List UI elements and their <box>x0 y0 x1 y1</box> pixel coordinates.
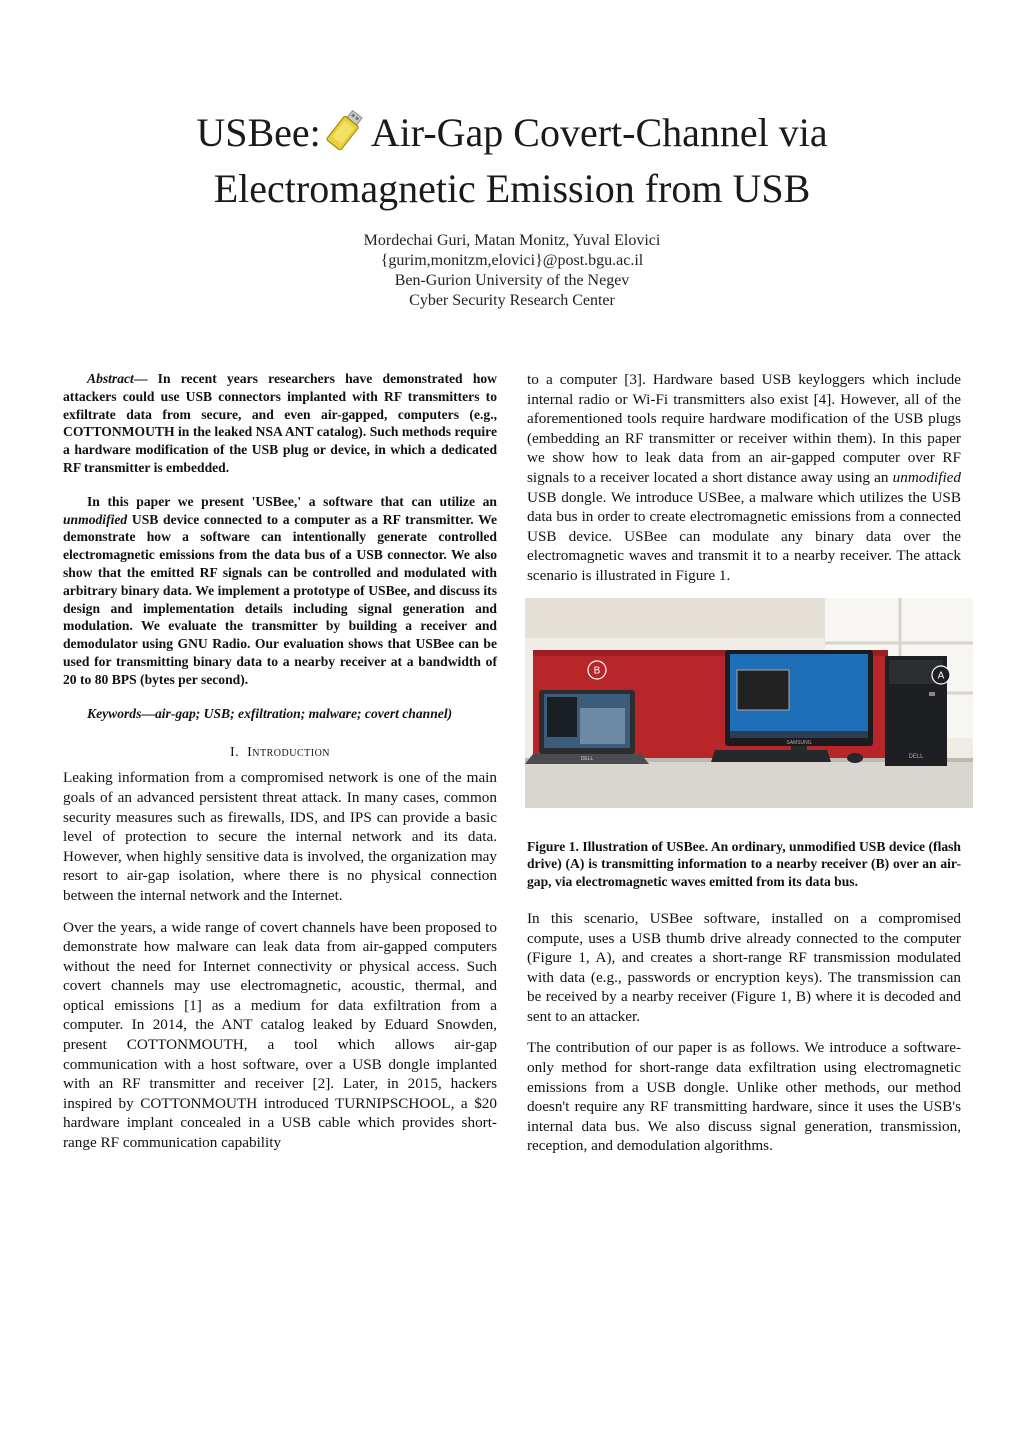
upper-wall <box>525 598 825 638</box>
title-line-1 <box>0 108 1024 164</box>
desk-surface <box>525 760 973 808</box>
laptop-terminal <box>547 697 577 737</box>
mouse <box>847 753 863 763</box>
abstract-dash: — <box>133 371 148 386</box>
laptop-window <box>580 708 625 744</box>
section-number: I. <box>229 745 240 761</box>
keyboard <box>711 750 831 762</box>
title-part-2: Air-Gap Covert-Channel via <box>370 110 828 155</box>
right-paragraph-2: In this scenario, USBee software, installed on a compromised compute, uses a USB thumb drive already connected to the computer (Figure 1, A), and creates a short-range RF transmission modulated with data (e.g., passwords or encryption keys). The transmission can be received by a nearby receiver (Figure 1, B) where it is decoded and sent to an attacker. <box>527 909 961 1025</box>
title-part-1: USBee: <box>196 110 321 155</box>
right-paragraph-3: The contribution of our paper is as follows. We introduce a software-only method for short-range data exfiltration using electromagnetic emissions from a USB dongle. Unlike other methods, our method doesn't require any RF transmitting hardware, since it uses the USB's internal data bus. We also discuss signal generation, transmission, reception, and demodulation algorithms. <box>527 1039 961 1155</box>
abstract-paragraph-1 <box>63 370 497 477</box>
right-p1-a: to a computer [3]. Hardware based USB keyloggers which include internal radio or Wi-Fi transmitters also exist [4]. However, all of the aforementioned tools require hardware modification of the USB plugs (embedding an RF transmitter or receiver within them). In this paper we show how to leak data from an air-gapped computer over RF signals to a receiver located a short distance away using an <box>527 371 961 486</box>
label-a: A <box>937 670 945 682</box>
author-center: Cyber Security Research Center <box>409 292 615 309</box>
monitor-console-window <box>737 670 789 710</box>
label-b: B <box>593 665 601 677</box>
intro-paragraph-1: Leaking information from a compromised network is one of the main goals of an advanced persistent threat attack. In many cases, common security measures such as firewalls, IDS, and IPS can provide a basic level of protection to secure the internal network and its data. However, when highly sensitive data is involved, the organization may resort to air-gap isolation, where there is no physical connection between the internal network and the Internet. <box>63 769 497 904</box>
pc-brand: DELL <box>908 753 924 760</box>
keywords-text: —air-gap; USB; exfiltration; malware; covert channel) <box>141 705 453 721</box>
author-affiliation: Ben-Gurion University of the Negev <box>394 272 630 289</box>
figure-1-illustration <box>525 598 973 808</box>
section-heading-introduction <box>63 744 497 762</box>
abstract-text: In recent years researchers have demonstrated how attackers could use USB connectors implanted with RF transmitters to exfiltrate data from secure, and even air-gapped, computers (e.g., COTTONMOUTH in the leaked NSA ANT catalog). Such methods require a hardware modification of the USB plug or device, in which a dedicated RF transmitter is embedded. <box>63 371 497 475</box>
title-line-2: Electromagnetic Emission from USB <box>213 166 811 211</box>
right-p1-b: USB dongle. We introduce USBee, a malware which utilizes the USB data bus in order to create electromagnetic emissions from a connected USB device. USBee can modulate any binary data over the electromagnetic waves and transmit it to a nearby receiver. The attack scenario is illustrated in Figure 1. <box>527 488 961 584</box>
monitor-taskbar <box>730 731 868 738</box>
monitor-brand: SAMSUNG <box>786 739 812 746</box>
right-paragraph-1 <box>527 370 961 586</box>
pc-usb-port <box>929 692 935 696</box>
author-block <box>0 231 1024 311</box>
figure-1-caption: Figure 1. Illustration of USBee. An ordinary, unmodified USB device (flash drive) (A) is transmitting information to a nearby receiver (B) over an air-gap, via electromagnetic waves emitted from its data bus. <box>527 838 961 890</box>
usb-drive-icon <box>325 108 365 164</box>
keywords-label: Keywords <box>87 705 142 721</box>
laptop-brand: DELL <box>580 755 594 762</box>
intro-paragraph-2: Over the years, a wide range of covert channels have been proposed to demonstrate how malware can leak data from air-gapped computers without the need for Internet connectivity or physical access. Such covert channels may use electromagnetic, acoustic, thermal, and optical emissions [1] as a medium for data exfiltration from a computer. In 2014, the ANT catalog leaked by Eduard Snowden, present COTTONMOUTH, a tool which allows air-gap communication with a host software, over a USB dongle implanted with an RF transmitter and receiver [2]. Later, in 2015, hackers inspired by COTTONMOUTH introduced TURNIPSCHOOL, a $20 hardware implant concealed in a USB cable which provides short-range RF communication capability <box>63 918 497 1152</box>
left-column <box>63 370 497 1165</box>
keywords <box>63 705 497 723</box>
abstract-p2-b: USB device connected to a computer as a RF transmitter. We demonstrate how a software can intentionally generate controlled electromagnetic emissions from the data bus of a USB connector. We also show that the emitted RF signals can be controlled and modulated with arbitrary binary data. We implement a prototype of USBee, and discuss its design and implementation details including signal generation and modulation. We evaluate the transmitter by building a receiver and demodulator using GNU Radio. Our evaluation shows that USBee can be used for transmitting binary data to a nearby receiver at a bandwidth of 20 to 80 BPS (bytes per second). <box>63 511 497 687</box>
right-p1-emphasis: unmodified <box>892 468 961 486</box>
abstract-p2-a: In this paper we present 'USBee,' a software that can utilize an <box>87 493 497 509</box>
abstract-label: Abstract <box>87 371 134 386</box>
author-emails: {gurim,monitzm,elovici}@post.bgu.ac.il <box>380 252 644 269</box>
author-names: Mordechai Guri, Matan Monitz, Yuval Elovici <box>363 232 661 249</box>
paper-title <box>0 108 1024 214</box>
figure-1-photo <box>525 598 973 808</box>
right-column <box>527 370 961 1168</box>
abstract-paragraph-2 <box>63 493 497 689</box>
section-title: Introduction <box>247 745 331 761</box>
abstract-p2-emphasis: unmodified <box>63 511 128 527</box>
